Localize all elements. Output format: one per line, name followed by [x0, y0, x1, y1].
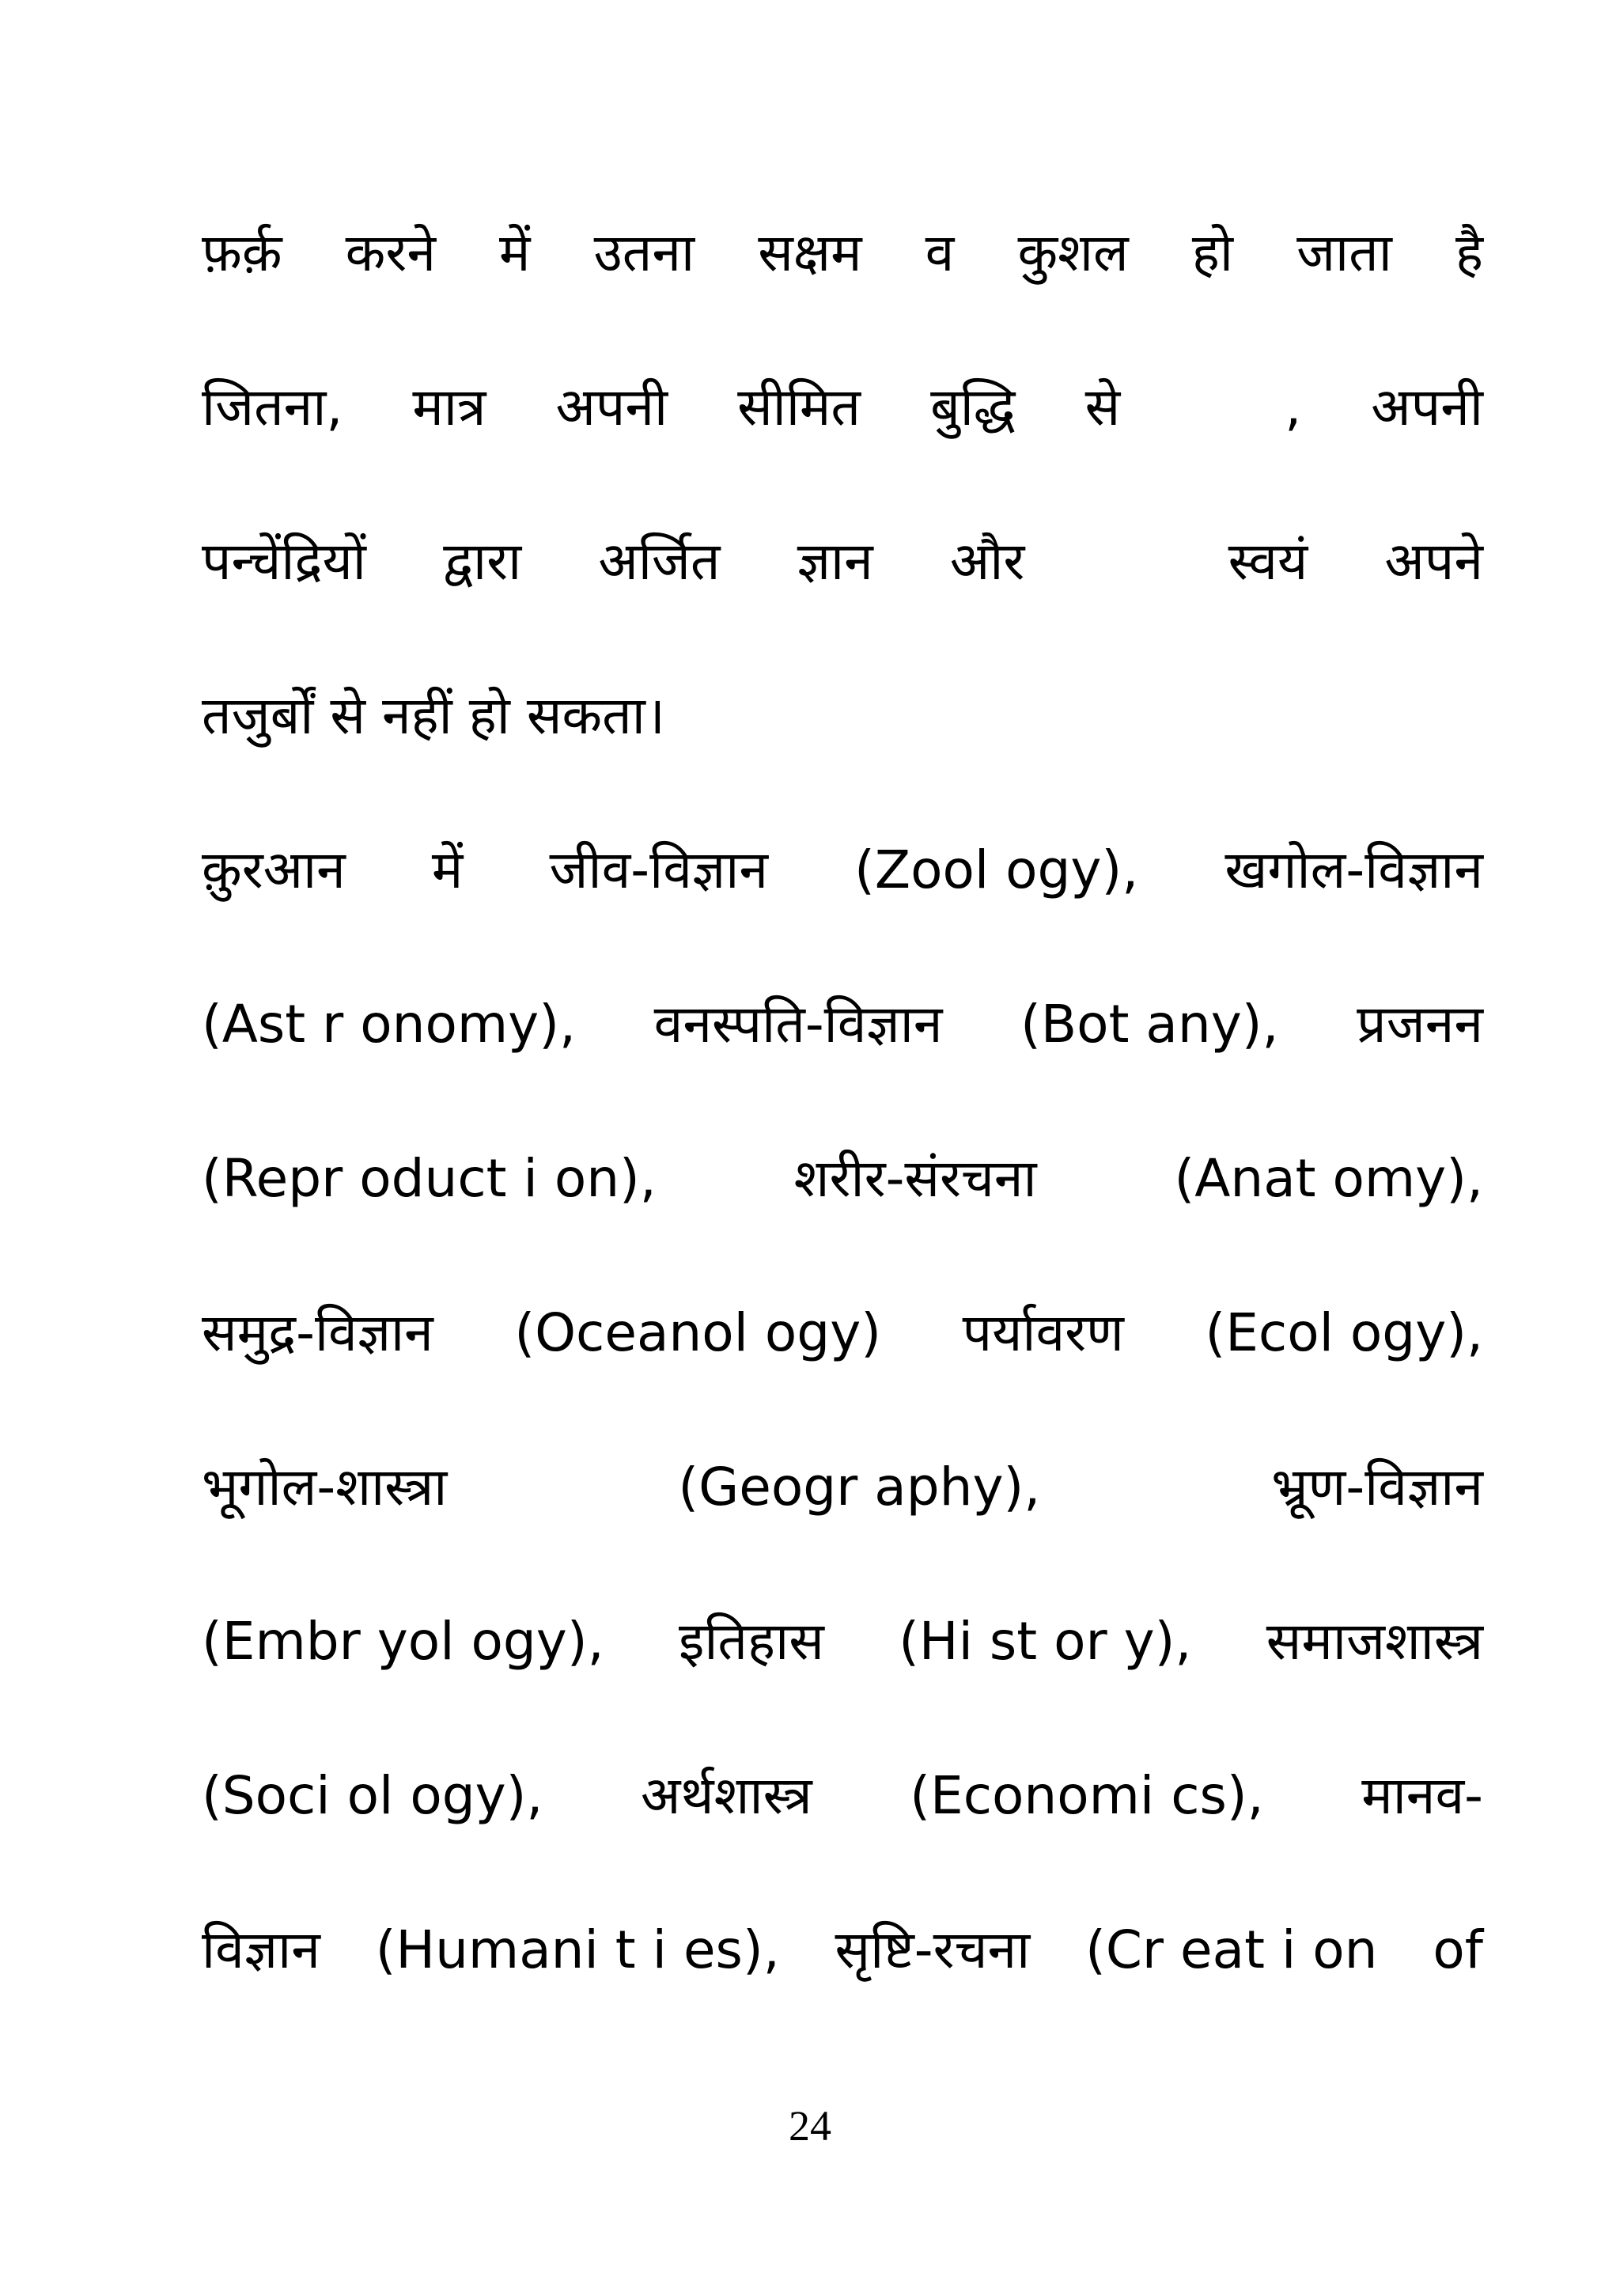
text-line-10 — [202, 1598, 1483, 1685]
word: विज्ञान — [202, 1919, 320, 1980]
word: शरीर-संरचना — [793, 1148, 1037, 1209]
word: खगोल-विज्ञान — [1224, 839, 1483, 900]
word: मानव- — [1361, 1765, 1483, 1826]
word: समाजशास्त्र — [1266, 1611, 1483, 1672]
word: क़ुरआन — [202, 839, 346, 900]
word: है — [1455, 222, 1483, 283]
text-line-11 — [202, 1752, 1483, 1839]
word: (Embr yol ogy), — [202, 1611, 604, 1672]
word: सीमित — [737, 377, 861, 438]
word: (Economi cs), — [910, 1765, 1264, 1826]
word: में — [431, 839, 464, 900]
word: (Oceanol ogy) — [514, 1302, 882, 1363]
text-line-12 — [202, 1907, 1483, 1994]
word: (Geogr aphy), — [678, 1457, 1041, 1517]
word: (Humani t i es), — [375, 1919, 780, 1980]
text-line-1 — [202, 210, 1483, 297]
word: (Ast r onomy), — [202, 994, 576, 1055]
word: अपने — [1384, 531, 1483, 592]
word: (Anat omy), — [1174, 1148, 1483, 1209]
word: (Soci ol ogy), — [202, 1765, 543, 1826]
text-line-7 — [202, 1135, 1483, 1222]
word: अपनी — [1371, 377, 1483, 438]
word: में — [499, 222, 531, 283]
word: जितना, — [202, 377, 343, 438]
word: हो — [1191, 222, 1233, 283]
word: कुशल — [1017, 222, 1129, 283]
text-line-8 — [202, 1290, 1483, 1377]
word: (Bot any), — [1020, 994, 1279, 1055]
word: जाता — [1296, 222, 1392, 283]
word: सक्षम — [758, 222, 862, 283]
word: इतिहास — [678, 1611, 824, 1672]
word: उतना — [593, 222, 695, 283]
word: of — [1433, 1919, 1483, 1980]
word: (Hi st or y), — [899, 1611, 1192, 1672]
word: (Cr eat i on — [1085, 1919, 1378, 1980]
word: व — [925, 222, 955, 283]
word: (Repr oduct i on), — [202, 1148, 657, 1209]
text-line-4 — [202, 673, 1483, 760]
word: स्वयं — [1228, 531, 1308, 592]
word: प्रजनन — [1357, 994, 1483, 1055]
word: ज्ञान — [797, 531, 873, 592]
text-line-2 — [202, 364, 1483, 451]
word: बुद्धि — [930, 377, 1016, 438]
text-line-6 — [202, 981, 1483, 1068]
word: समुद्र-विज्ञान — [202, 1302, 433, 1363]
text-line-3 — [202, 518, 1483, 605]
word: पन्चेंद्रियों — [202, 531, 366, 592]
word: अर्जित — [598, 531, 721, 592]
word: फ़र्क़ — [202, 222, 282, 283]
word: भूगोल-शास्त्रा — [202, 1457, 448, 1517]
word: पर्यावरण — [962, 1302, 1124, 1363]
word: अपनी — [555, 377, 668, 438]
sentence: तजुर्बों से नहीं हो सकता। — [202, 685, 665, 746]
word: जीव-विज्ञान — [549, 839, 768, 900]
word: , — [1285, 377, 1302, 438]
word: अर्थशास्त्र — [641, 1765, 812, 1826]
word: करने — [345, 222, 436, 283]
page-number: 24 — [789, 2102, 831, 2150]
text-line-9 — [202, 1444, 1483, 1531]
word: (Ecol ogy), — [1205, 1302, 1483, 1363]
word: भ्रूण-विज्ञान — [1271, 1457, 1483, 1517]
text-line-5 — [202, 827, 1483, 914]
word: (Zool ogy), — [854, 839, 1139, 900]
word: सृष्टि-रचना — [835, 1919, 1031, 1980]
word: द्वारा — [443, 531, 522, 592]
word: से — [1084, 377, 1121, 438]
word: और — [949, 531, 1025, 592]
word: वनस्पति-विज्ञान — [653, 994, 943, 1055]
word: मात्र — [412, 377, 486, 438]
